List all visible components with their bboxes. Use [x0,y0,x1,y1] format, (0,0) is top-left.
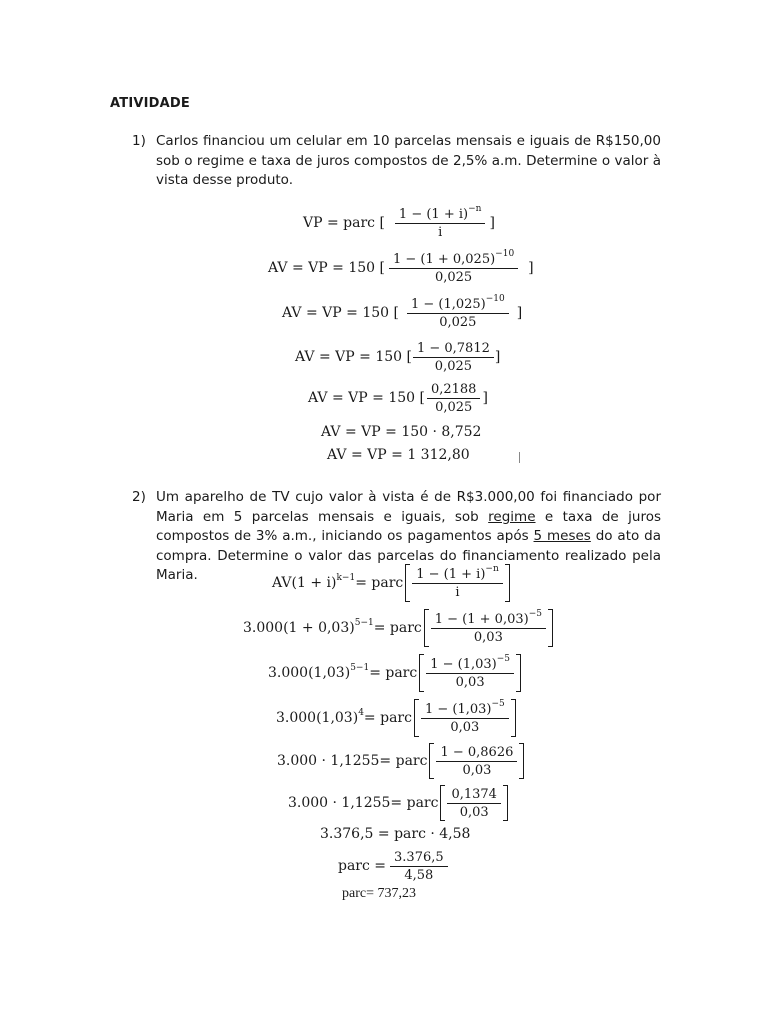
q2-eq3-mid: = parc [369,665,418,681]
q2-equation-3 [0,654,768,692]
q2-eq1-num-exp: −n [485,563,499,574]
q1-eq4-fraction [413,341,494,374]
q2-result: parc= 737,23 [342,886,416,901]
q2-text-underlined-1: regime [488,508,536,525]
q2-eq2-mid: = parc [373,620,422,636]
q2-eq4-num: 1 − (1,03) [424,701,492,717]
q2-eq6-mid: = parc [390,795,439,811]
q1-eq2-den: 0,025 [434,269,473,285]
q2-eq3-left-bracket [419,654,424,692]
q2-eq1-lhs-exp: k−1 [336,573,356,583]
q1-equation-6 [0,422,768,442]
q2-text-part-a: Um aparelho de TV cujo valor à vista é de R$3.000,00 foi financiado por Maria em 5 parcelas mensais e iguais, sob [156,489,661,525]
q2-text-part-c: do ato da compra. Determine o valor das parcelas do financiamento realizado pela Maria. [156,528,661,583]
q2-eq1-left-bracket [405,564,410,602]
q2-eq4-fraction [421,698,509,735]
q1-equation-2 [0,248,768,285]
q2-eq6-fraction [447,787,501,820]
q2-eq5-left-bracket [429,743,434,779]
q2-eq2-num-exp: −5 [528,608,542,619]
q2-eq3-num: 1 − (1,03) [430,656,497,672]
q2-eq6-left-bracket [440,785,445,821]
q2-eq2-lhs-exp: 5−1 [354,618,374,628]
q2-eq7-text: 3.376,5 = parc · 4,58 [320,826,471,842]
q1-eq3-lhs: AV = VP = 150 [ [282,305,399,321]
q2-eq1-mid: = parc [355,575,404,591]
q1-eq5-rhs: ] [482,390,488,406]
q1-eq4-num: 1 − 0,7812 [413,341,494,358]
q2-eq4-left-bracket [414,699,419,737]
q2-eq6-den: 0,03 [459,804,489,820]
q2-eq5-fraction [436,745,517,778]
question-1-text: Carlos financiou um celular em 10 parcelas mensais e iguais de R$150,00 sob o regime e taxa de juros compostos de 2,5% a.m. Determine o valor à vista desse produto. [156,133,661,188]
q1-equation-1 [0,203,768,240]
q2-eq5-mid: = parc [379,753,428,769]
q2-eq5-right-bracket [519,743,524,779]
q2-eq6-right-bracket [503,785,508,821]
q2-eq1-fraction [412,563,503,600]
q2-eq3-den: 0,03 [455,674,485,690]
q2-eq5-lhs: 3.000 · 1,1255 [277,753,380,769]
q2-eq4-mid: = parc [363,710,412,726]
q2-equation-7 [0,824,768,844]
q2-eq5-den: 0,03 [462,762,492,778]
q2-eq3-lhs-exp: 5−1 [350,663,370,673]
q1-eq4-lhs: AV = VP = 150 [ [295,349,412,365]
q2-eq1-num: 1 − (1 + i) [416,566,486,582]
q1-eq2-num: 1 − (1 + 0,025) [392,251,496,267]
q1-eq3-rhs: ] [516,305,523,321]
q1-eq2-rhs: ] [528,260,534,276]
q2-equation-8 [0,848,768,884]
q1-eq2-num-exp: −10 [495,248,515,259]
q1-equation-4 [0,340,768,374]
page-heading: ATIVIDADE [110,96,190,111]
q1-equation-5 [0,381,768,415]
q1-equation-3 [0,293,768,330]
q2-eq3-fraction [426,653,514,690]
q2-eq2-right-bracket [548,609,553,647]
q1-eq1-num: 1 − (1 + i) [398,206,469,222]
q1-eq3-num: 1 − (1,025) [410,296,486,312]
q2-eq8-fraction [390,850,448,883]
q2-equation-4 [0,699,768,737]
q2-eq2-fraction [431,608,546,645]
q2-eq1-den: i [455,584,460,600]
q2-eq5-num: 1 − 0,8626 [436,745,517,762]
q2-equation-5 [0,743,768,779]
q2-equation-1 [0,564,768,602]
q2-eq6-num: 0,1374 [447,787,501,804]
q2-text-part-b: e taxa de juros compostos de 3% a.m., iniciando os pagamentos após [156,508,662,544]
q2-eq2-num: 1 − (1 + 0,03) [434,611,529,627]
q1-eq5-fraction [427,382,481,415]
q2-eq6-lhs: 3.000 · 1,1255 [288,795,391,811]
q1-eq3-den: 0,025 [439,314,477,330]
q2-eq2-left-bracket [424,609,429,647]
q2-equation-6 [0,785,768,821]
q1-equation-7 [0,445,768,465]
q2-eq3-lhs: 3.000(1,03) [268,665,351,681]
question-2-number: 2) [132,489,146,505]
q2-eq4-right-bracket [511,699,516,737]
q2-eq4-num-exp: −5 [491,698,505,709]
q1-eq5-lhs: AV = VP = 150 [ [308,390,425,406]
q2-eq1-lhs: AV(1 + i) [272,575,337,591]
q1-eq4-rhs: ] [494,349,501,365]
q2-eq8-den: 4,58 [404,867,434,883]
q1-eq1-rhs: ] [489,215,495,231]
q1-eq2-lhs: AV = VP = 150 [ [268,260,385,276]
q1-eq3-num-exp: −10 [485,293,505,304]
q2-eq2-den: 0,03 [473,629,503,645]
q2-eq2-lhs: 3.000(1 + 0,03) [243,620,355,636]
q1-eq1-num-exp: −n [468,203,482,214]
q2-eq4-lhs: 3.000(1,03) [276,710,359,726]
q1-eq1-fraction [395,203,486,240]
q1-eq4-den: 0,025 [434,358,473,374]
q2-eq3-num-exp: −5 [496,653,511,664]
q2-equation-2 [0,609,768,647]
q1-eq1-lhs: VP = parc [ [303,215,385,231]
q1-eq3-fraction [407,293,509,330]
q2-text-underlined-2: 5 meses [533,528,591,544]
question-1-number: 1) [132,133,146,149]
q2-eq4-lhs-exp: 4 [358,708,364,718]
q2-eq8-lhs: parc = [338,858,387,874]
text-cursor [519,452,520,463]
q1-eq5-num: 0,2188 [427,382,481,399]
q2-eq3-right-bracket [516,654,521,692]
q1-eq1-den: i [438,224,443,240]
q1-eq7-text: AV = VP = 1 312,80 [327,447,470,463]
q1-eq2-fraction [389,248,518,285]
q1-eq5-den: 0,025 [435,399,473,415]
q2-eq1-right-bracket [505,564,510,602]
q2-eq8-num: 3.376,5 [390,850,448,867]
q1-eq6-text: AV = VP = 150 · 8,752 [321,424,482,440]
q2-eq4-den: 0,03 [450,719,480,735]
